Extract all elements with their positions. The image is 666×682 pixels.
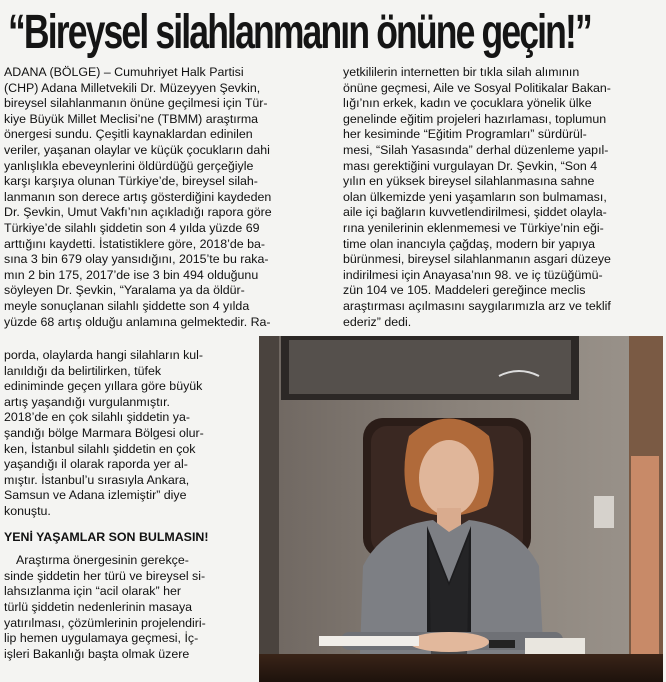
article-line: lanıldığı da belirtilirken, tüfek bbox=[4, 363, 162, 378]
article-line: söyleyen Dr. Şevkin, “Yaralama ya da öldür- bbox=[4, 283, 245, 298]
article-line: işleri Bakanlığı başta olmak üzere bbox=[4, 646, 190, 661]
article-line: (CHP) Adana Milletvekili Dr. Müzeyyen Şevkin, bbox=[4, 80, 261, 95]
article-line: kiye Büyük Millet Meclisi’ne (TBMM) araştırma bbox=[4, 111, 259, 126]
article-line: mesi, “Silah Yasasında” derhal düzenleme yapıl- bbox=[343, 142, 609, 157]
article-line: Türkiye’de silahlı şiddetin son 4 yılda yüzde 69 bbox=[4, 220, 260, 235]
article-line: yaşandığı il olarak raporda yer al- bbox=[4, 457, 188, 472]
headline-area bbox=[0, 0, 666, 66]
article-line: indirilmesi için Anayasa’nın 98. ve iç tüzüğümü- bbox=[343, 267, 603, 282]
article-line: mıştır. İstanbul’u sırasıyla Ankara, bbox=[4, 472, 190, 487]
subheading: YENİ YAŞAMLAR SON BULMASIN! bbox=[4, 529, 209, 544]
article-line: araştırması açılmasını saygılarımızla arz ve teklif bbox=[343, 298, 611, 313]
article-line: ken, İstanbul silahlı şiddetin en çok bbox=[4, 441, 196, 456]
article-line: yetkililerin internetten bir tıkla silah alımının bbox=[343, 65, 580, 79]
article-line: sinde şiddetin her türü ve bireysel si- bbox=[4, 568, 206, 583]
article-line: şandığı bölge Marmara Bölgesi olur- bbox=[4, 425, 204, 440]
article-line: her kesiminde “Eğitim Programları” sürdürül- bbox=[343, 127, 587, 142]
article-line: konuştu. bbox=[4, 503, 51, 518]
article-line: meyle sonuçlanan silahlı şiddette son 4 yılda bbox=[4, 298, 250, 313]
article-line: ması gerektiğini vurgulayan Dr. Şevkin, “Son 4 bbox=[343, 158, 598, 173]
article-line: önergesi sundu. Çeşitli kaynaklardan edinilen bbox=[4, 127, 253, 142]
article-line: yüzde 68 artış olduğu anlamına gelmektedir. Ra- bbox=[4, 314, 271, 329]
article-line: olan ülkemizde yeni yaşamların son bulmaması, bbox=[343, 189, 607, 204]
article-line: aile içi bağların kuvvetlendirilmesi, şiddet olayla- bbox=[343, 205, 607, 220]
article-line: lanmanın son derece artış gösterdiğini kaydeden bbox=[4, 189, 272, 204]
article-line: bireysel silahlanmanın önüne geçilmesi için Tür- bbox=[4, 96, 268, 111]
article-line: Dr. Şevkin, Umut Vakfı’nın açıkladığı rapora göre bbox=[4, 205, 272, 220]
article-line: sına 3 bin 679 olay yansıdığını, 2015’te bu raka- bbox=[4, 252, 269, 267]
article-line: mın 2 bin 175, 2017’de ise 3 bin 494 olduğunu bbox=[4, 267, 259, 282]
article-line: arttığını kaydetti. İstatistiklere göre, 2018’de ba- bbox=[4, 236, 266, 251]
article-line: 2018’de en çok silahlı şiddetin ya- bbox=[4, 410, 190, 425]
article-line: artış yaşandığı vurgulanmıştır. bbox=[4, 394, 170, 409]
article-line: yılın en yüksek bireysel silahlanmasına sahne bbox=[343, 174, 595, 189]
article-line: ediniminde geçen yıllara göre büyük bbox=[4, 379, 203, 394]
article-line: bürünmesi, bireysel silahlanmanın asgari düzeye bbox=[343, 252, 611, 267]
article-line: genelinde eğitim projeleri hazırlaması, toplumun bbox=[343, 111, 607, 126]
article-line: karşı karşıya olunan Türkiye’de, bireysel silah- bbox=[4, 174, 258, 189]
article-line: önüne geçmesi, Aile ve Sosyal Politikalar Bakan- bbox=[343, 80, 611, 95]
article-line: ADANA (BÖLGE) – Cumuhriyet Halk Partisi bbox=[4, 65, 244, 79]
article-line: Araştırma önergesinin gerekçe- bbox=[16, 553, 189, 568]
article-line: türlü şiddetin nedenlerinin masaya bbox=[4, 599, 193, 614]
article-line: lahsızlanma için “acil olarak” her bbox=[4, 584, 181, 599]
article-photo bbox=[259, 336, 663, 682]
article-line: yatırılması, çözümlerinin projelendiri- bbox=[4, 615, 206, 630]
article-line: Samsun ve Adana izlemiştir” diye bbox=[4, 488, 187, 503]
article-line: lip hemen uygulamaya geçmesi, İç- bbox=[4, 631, 199, 646]
article-column-left-lower bbox=[4, 348, 259, 662]
article-line: rına yenilerinin eklenmemesi ve Türkiye’nin eği- bbox=[343, 220, 604, 235]
article-line: zün 104 ve 105. Maddeleri gereğince meclis bbox=[343, 283, 586, 298]
headline: “Bireysel silahlanmanın önüne geçin!” bbox=[8, 6, 591, 59]
portrait-image bbox=[259, 336, 663, 682]
article-line: veriler, yaşanan olaylar ve küçük çocukların dahi bbox=[4, 142, 270, 157]
article-line: ederiz” dedi. bbox=[343, 314, 412, 329]
article-column-left bbox=[4, 65, 272, 330]
article-line: yanlışlıkla ebeveynlerini öldürdüğü gerçeğiyle bbox=[4, 158, 254, 173]
article-line: time olan inancıyla çağdaş, modern bir yapıya bbox=[343, 236, 596, 251]
article-line: porda, olaylarda hangi silahların kul- bbox=[4, 348, 204, 362]
article-line: lığı’nın erkek, kadın ve çocuklara yönelik ülke bbox=[343, 96, 592, 111]
article-column-right bbox=[343, 65, 663, 330]
